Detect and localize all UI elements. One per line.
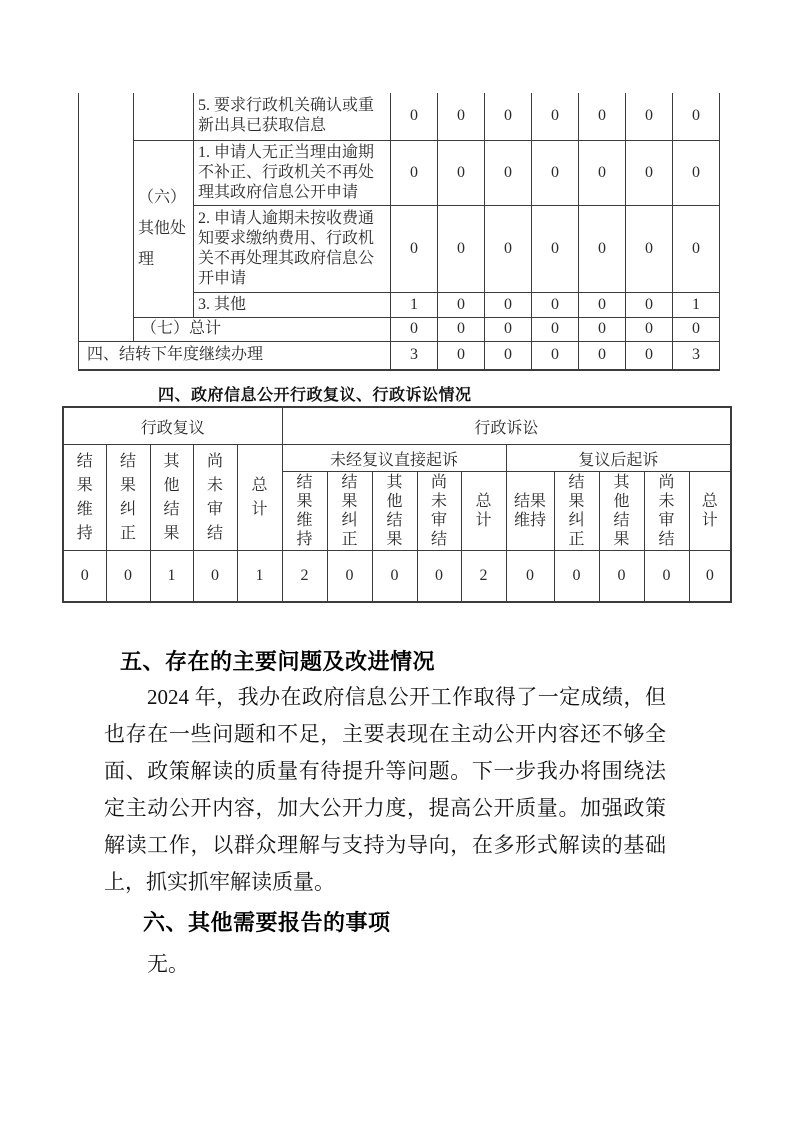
table-row	[79, 93, 720, 140]
t2-group-litigation: 行政诉讼	[282, 407, 731, 445]
t1-group-other-handling: （六）其他处理	[134, 140, 194, 317]
t1-carryover-label-cell: 四、结转下年度继续办理	[79, 341, 391, 370]
t2-value-cell: 0	[63, 551, 106, 603]
t2-value-cell: 0	[506, 551, 554, 603]
t1-value-cell: 0	[438, 205, 485, 292]
t2-value-cell: 0	[689, 551, 731, 603]
t1-value-cell: 0	[579, 292, 626, 317]
t2-value-cell: 0	[644, 551, 689, 603]
t1-label-cell: 3. 其他	[194, 292, 391, 317]
t2-value-cell: 2	[461, 551, 506, 603]
t1-value-cell: 0	[579, 140, 626, 205]
t1-value-cell: 0	[438, 140, 485, 205]
t1-value-cell: 3	[673, 341, 720, 370]
t1-value-cell: 0	[438, 93, 485, 140]
t2-col-label-text: 尚未审结	[431, 474, 448, 548]
t2-value-cell: 0	[106, 551, 150, 603]
t1-value-cell: 0	[626, 93, 673, 140]
t1-value-cell: 0	[579, 341, 626, 370]
section-5-heading: 五、存在的主要问题及改进情况	[120, 649, 436, 674]
section-6-heading: 六、其他需要报告的事项	[143, 910, 391, 935]
t1-value-cell: 0	[485, 93, 532, 140]
t2-col-label	[282, 472, 327, 551]
t2-subgroup-after-reconsideration-suit: 复议后起诉	[506, 445, 731, 472]
t1-value-cell: 0	[673, 93, 720, 140]
t2-col-label-text: 尚未审结	[206, 452, 223, 542]
t1-label-cell: 5. 要求行政机关确认或重新出具已获取信息	[194, 93, 391, 140]
t2-col-label	[461, 472, 506, 551]
t1-value-cell: 0	[579, 317, 626, 341]
t1-value-cell: 0	[485, 205, 532, 292]
t2-value-cell: 0	[327, 551, 372, 603]
t2-col-label	[193, 445, 237, 551]
t2-subgroup-direct-suit: 未经复议直接起诉	[282, 445, 506, 472]
table-row	[63, 407, 731, 445]
t1-value-cell: 0	[626, 317, 673, 341]
t1-value-cell: 0	[438, 292, 485, 317]
t1-value-cell: 0	[438, 317, 485, 341]
t2-col-label	[372, 472, 417, 551]
t2-col-label-text: 结果维持	[296, 474, 313, 548]
t1-value-cell: 0	[391, 205, 438, 292]
t2-col-label	[506, 472, 554, 551]
table-row	[79, 140, 720, 205]
litigation-table-title: 四、政府信息公开行政复议、行政诉讼情况	[158, 387, 472, 404]
t1-left-span-cell	[79, 93, 134, 341]
t2-col-label	[150, 445, 193, 551]
t1-label-cell: 1. 申请人无正当理由逾期不补正、行政机关不再处理其政府信息公开申请	[194, 140, 391, 205]
t1-value-cell: 0	[391, 93, 438, 140]
t2-col-label-text: 结果纠正	[568, 474, 585, 548]
t1-value-cell: 1	[673, 292, 720, 317]
t1-value-cell: 0	[626, 205, 673, 292]
reconsideration-litigation-table	[62, 406, 732, 603]
table-row	[79, 341, 720, 370]
handling-results-table	[78, 93, 720, 371]
t2-value-cell: 0	[599, 551, 644, 603]
t2-value-cell: 0	[554, 551, 599, 603]
t2-group-reconsideration: 行政复议	[63, 407, 282, 445]
t1-value-cell: 0	[626, 292, 673, 317]
t1-value-cell: 0	[485, 140, 532, 205]
t1-value-cell: 0	[532, 93, 579, 140]
t2-col-label-text: 尚未审结	[658, 474, 675, 548]
t2-col-label	[599, 472, 644, 551]
t1-empty-group-cell	[134, 93, 194, 140]
t2-col-label-text: 其他结果	[163, 452, 180, 542]
t1-value-cell: 0	[532, 317, 579, 341]
t1-value-cell: 0	[673, 140, 720, 205]
t2-col-label-text: 结果纠正	[119, 452, 136, 542]
t2-col-label	[106, 445, 150, 551]
t1-value-cell: 0	[532, 341, 579, 370]
t2-value-cell: 2	[282, 551, 327, 603]
t1-value-cell: 0	[391, 140, 438, 205]
t2-col-label	[689, 472, 731, 551]
t1-label-cell: 2. 申请人逾期未按收费通知要求缴纳费用、行政机关不再处理其政府信息公开申请	[194, 205, 391, 292]
t2-col-label	[554, 472, 599, 551]
t2-value-cell: 0	[372, 551, 417, 603]
t2-col-label-text: 总计	[251, 476, 268, 518]
t2-col-label-text: 结果维持	[514, 493, 547, 529]
t2-col-label	[417, 472, 461, 551]
t2-col-label-text: 结果纠正	[341, 474, 358, 548]
t1-value-cell: 0	[532, 140, 579, 205]
t1-value-cell: 0	[532, 292, 579, 317]
t1-value-cell: 3	[391, 341, 438, 370]
t2-value-cell: 0	[417, 551, 461, 603]
t2-col-label-text: 总计	[701, 493, 718, 529]
t2-col-label-text: 总计	[475, 493, 492, 529]
t2-col-label	[237, 445, 282, 551]
t2-value-cell: 0	[193, 551, 237, 603]
t1-value-cell: 0	[532, 205, 579, 292]
t2-col-label-text: 其他结果	[613, 474, 630, 548]
t1-value-cell: 0	[673, 317, 720, 341]
t2-col-label	[644, 472, 689, 551]
t2-value-cell: 1	[237, 551, 282, 603]
table-row	[63, 445, 731, 472]
section-6-paragraph: 无。	[147, 952, 189, 976]
table-row	[63, 551, 731, 603]
t1-value-cell: 0	[438, 341, 485, 370]
t2-col-label-text: 其他结果	[386, 474, 403, 548]
t1-value-cell: 0	[485, 341, 532, 370]
t2-col-label-text: 结果维持	[76, 452, 93, 542]
t1-value-cell: 0	[485, 317, 532, 341]
t1-value-cell: 0	[579, 205, 626, 292]
t1-value-cell: 0	[626, 341, 673, 370]
t2-value-cell: 1	[150, 551, 193, 603]
t1-value-cell: 0	[391, 317, 438, 341]
table-row	[79, 317, 720, 341]
t2-col-label	[63, 445, 106, 551]
t1-value-cell: 0	[626, 140, 673, 205]
t1-value-cell: 0	[673, 205, 720, 292]
t1-total-label-cell: （七）总计	[134, 317, 391, 341]
t1-value-cell: 1	[391, 292, 438, 317]
t1-value-cell: 0	[485, 292, 532, 317]
t1-value-cell: 0	[579, 93, 626, 140]
section-5-paragraph: 2024 年，我办在政府信息公开工作取得了一定成绩，但也存在一些问题和不足，主要表现在主动公开内容还不够全面、政策解读的质量有待提升等问题。下一步我办将围绕法定主动公开内容，加大公开力度，提高公开质量。加强政策解读工作，以群众理解与支持为导向，在多形式解读的基础上，抓实抓牢解读质量。	[104, 685, 666, 894]
t2-col-label	[327, 472, 372, 551]
